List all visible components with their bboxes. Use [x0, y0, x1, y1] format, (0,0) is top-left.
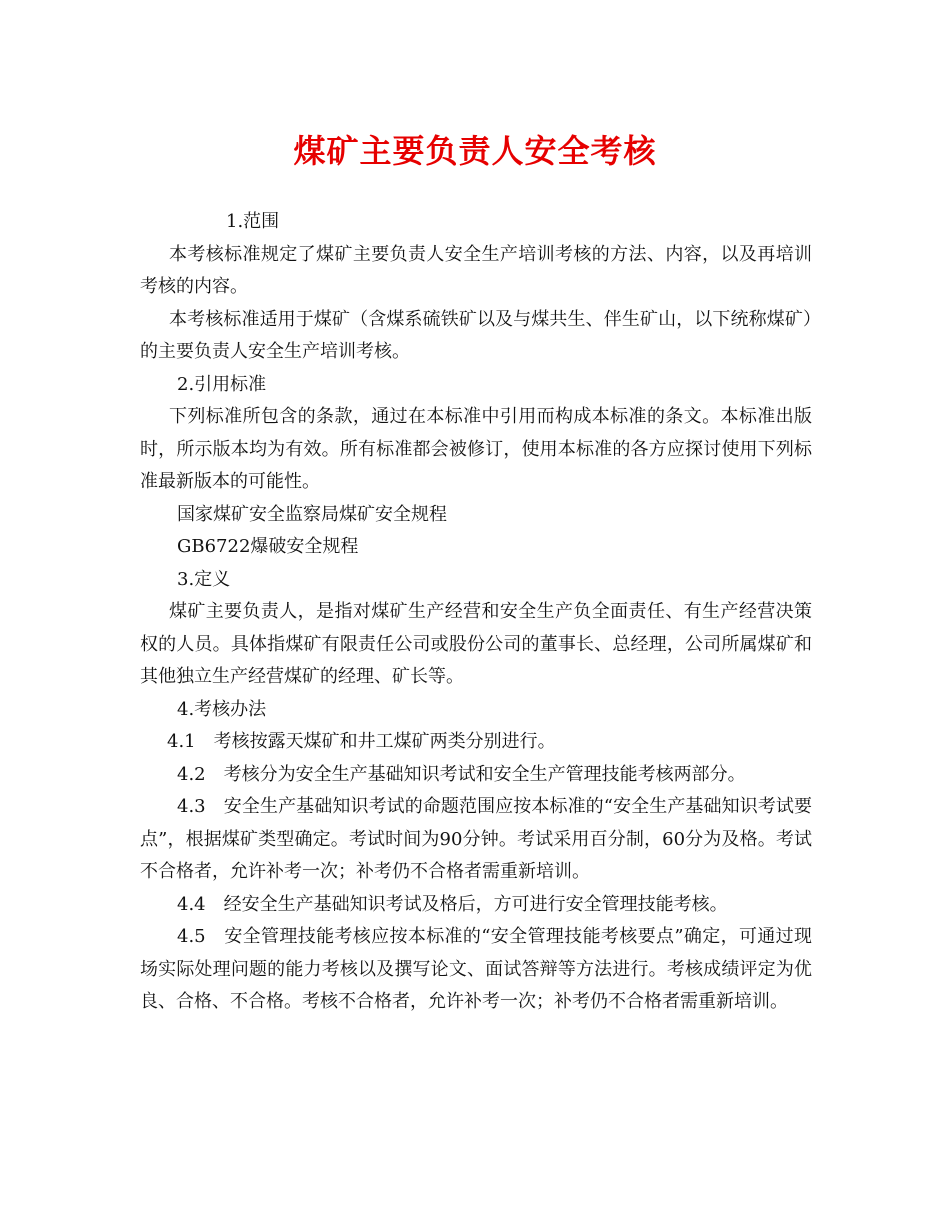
- numbered-clause: 4.4 经安全生产基础知识考试及格后，方可进行安全管理技能考核。: [177, 893, 728, 915]
- document-body: [140, 206, 812, 1019]
- document-title: 煤矿主要负责人安全考核: [293, 132, 657, 170]
- numbered-clause: 4.5 安全管理技能考核应按本标准的“安全管理技能考核要点”确定，可通过现场实际处理问题的能力考核以及撰写论文、面试答辩等方法进行。考核成绩评定为优良、合格、不合格。考核不合格者，允许补考一次；补考仍不合格者需重新培训。: [140, 926, 812, 1012]
- numbered-clause: 4.1 考核按露天煤矿和井工煤矿两类分别进行。: [167, 731, 556, 752]
- numbered-clause: 4.2 考核分为安全生产基础知识考试和安全生产管理技能考核两部分。: [177, 763, 746, 785]
- numbered-clause: 4.3 安全生产基础知识考试的命题范围应按本标准的“安全生产基础知识考试要点”，根据煤矿类型确定。考试时间为90分钟。考试采用百分制，60分为及格。考试不合格者，允许补考一次；补考仍不合格者需重新培训。: [140, 796, 812, 882]
- paragraph: 本考核标准规定了煤矿主要负责人安全生产培训考核的方法、内容，以及再培训考核的内容。: [140, 243, 812, 297]
- paragraph: 下列标准所包含的条款，通过在本标准中引用而构成本标准的条文。本标准出版时，所示版本均为有效。所有标准都会被修订，使用本标准的各方应探讨使用下列标准最新版本的可能性。: [140, 406, 812, 492]
- section-heading-assessment: 4.考核办法: [177, 698, 267, 720]
- reference-item: GB6722爆破安全规程: [177, 536, 359, 557]
- reference-item: 国家煤矿安全监察局煤矿安全规程: [177, 503, 447, 525]
- paragraph: 煤矿主要负责人，是指对煤矿生产经营和安全生产负全面责任、有生产经营决策权的人员。具体指煤矿有限责任公司或股份公司的董事长、总经理，公司所属煤矿和其他独立生产经营煤矿的经理、矿长等。: [140, 601, 812, 687]
- paragraph: 本考核标准适用于煤矿（含煤系硫铁矿以及与煤共生、伴生矿山，以下统称煤矿）的主要负责人安全生产培训考核。: [140, 308, 812, 362]
- section-heading-scope: 1.范围: [226, 211, 280, 232]
- section-heading-definition: 3.定义: [177, 568, 231, 590]
- section-heading-references: 2.引用标准: [177, 373, 267, 395]
